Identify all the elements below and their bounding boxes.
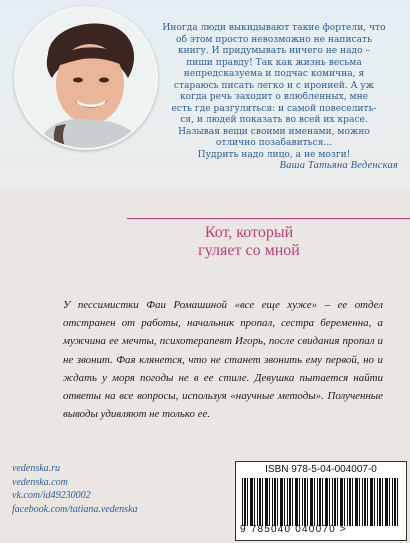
- book-title: [134, 224, 364, 260]
- title-line: Кот, который: [204, 224, 294, 241]
- quote-line: непредсказуема и подчас комична, я: [183, 69, 365, 79]
- barcode-bars: [242, 478, 400, 526]
- isbn-label: ISBN 978-5-04-004007-0: [265, 464, 377, 475]
- link-website-alt[interactable]: vedenska.com: [12, 476, 68, 488]
- quote-line: книгу. И придумывать ничего не надо –: [177, 46, 371, 56]
- link-facebook[interactable]: facebook.com/tatiana.vedenska: [12, 503, 138, 515]
- link-website[interactable]: vedenska.ru: [12, 463, 61, 474]
- quote-line: стараюсь писать легко и с иронией. А уж: [173, 80, 375, 91]
- author-quote: [150, 23, 398, 161]
- quote-line: Пудрить надо лицо, а не мозги!: [197, 149, 351, 160]
- barcode-digits: 9 785040 040070 >: [240, 524, 347, 535]
- author-signature: Ваша Татьяна Веденская: [279, 160, 398, 171]
- quote-line: отлично позабавиться...: [215, 138, 333, 148]
- quote-line: когда речь заходит о влюбленных, мне: [179, 92, 369, 102]
- quote-line: Называя вещи своими именами, можно: [178, 126, 370, 137]
- author-links: [12, 462, 138, 516]
- quote-line: есть где разгуляться: и самой повеселить-: [171, 103, 377, 114]
- link-vk[interactable]: vk.com/id49230002: [12, 490, 91, 501]
- barcode-box: [235, 461, 407, 541]
- title-divider: [127, 218, 410, 219]
- quote-line: пиши правду! Так как жизнь весьма: [186, 57, 362, 68]
- quote-line: об этом просто невозможно не написать: [175, 34, 373, 45]
- title-line: гуляет со мной: [198, 242, 300, 259]
- author-photo: [14, 6, 158, 150]
- quote-line: Иногда люди выкидывают такие фортели, что: [162, 23, 386, 33]
- quote-line: ся, и людей показать во всей их красе.: [180, 115, 368, 125]
- book-annotation: У пессимистки Фаи Ромашиной «все еще хуже» – ее отдел отстранен от работы, начальник пропал, сестра беременна, а мужчина ее мечты, психотерапевт Игорь, после свидания пропал и не звонит. Фая клянется, что не станет звонить ему первой, но и ждать у моря погоды не в ее стиле. Девушка пытается найти ответы на все вопросы, используя «научные методы». Полученные выводы удивляют не только ее.: [63, 299, 383, 421]
